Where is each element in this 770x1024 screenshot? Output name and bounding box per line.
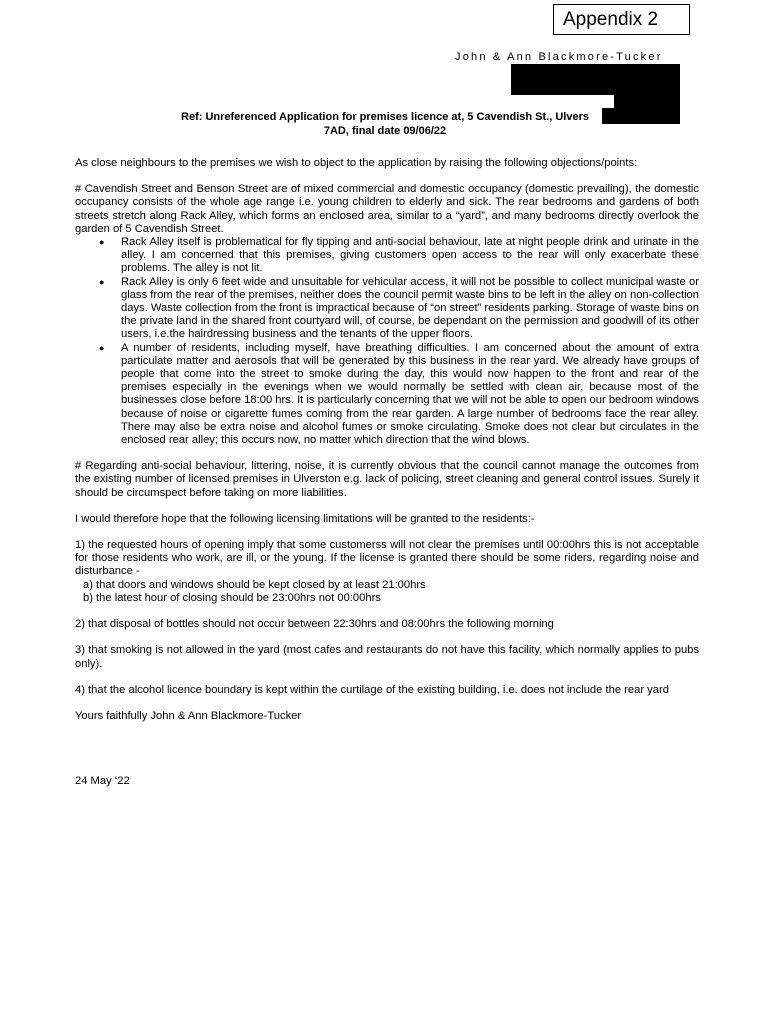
sender-name: John & Ann Blackmore-Tucker [455,51,663,63]
hope-paragraph: I would therefore hope that the following licensing limitations will be granted to the residents:- [75,512,535,525]
intro-paragraph: As close neighbours to the premises we wish to object to the application by raising the following objections/points: [75,157,638,169]
list-item [75,342,699,448]
reference-line-2: 7AD, final date 09/06/22 [323,125,447,137]
list-item [75,276,699,342]
list-item-text: Rack Alley itself is problematical for fly tipping and anti-social behaviour, late at night people drink and urinate in the alley. I am concerned that this premises, giving customers open access to the rear will only exacerbate these problems. The alley is not lit. [121,236,699,275]
list-item [75,236,699,276]
appendix-label: Appendix 2 [553,4,690,35]
letter-body [75,157,699,788]
list-item-text: Rack Alley is only 6 feet wide and unsuitable for vehicular access, it will not be possible to collect municipal waste or glass from the rear of the premises, neither does the council permit waste bins to be left in the alley on non-collection days. Waste collection from the front is impractical because of “on street” residents parking. Storage of waste bins on the private land in the shared front courtyard will, of course, be dependant on the permission and goodwill of its other users, i.e.the hairdressing business and the tenants of the upper floors. [121,275,699,341]
concerns-list [75,236,699,447]
reference-heading [76,110,694,138]
bullet-icon: ● [99,237,105,248]
reference-line-1: Ref: Unreferenced Application for premises licence at, 5 Cavendish St., Ulvers [181,111,589,123]
signoff: Yours faithfully John & Ann Blackmore-Tucker [75,709,302,722]
limitation-4: 4) that the alcohol licence boundary is kept within the curtilage of the existing building, i.e. does not include the rear yard [75,683,669,696]
limitation-3: 3) that smoking is not allowed in the yard (most cafes and restaurants do not have this facility, which normally applies to pubs only). [75,644,699,670]
limitation-1b: b) the latest hour of closing should be 23:00hrs not 00:00hrs [83,591,381,604]
limitation-1: 1) the requested hours of opening imply that some customerss will not clear the premises until 00:00hrs this is not acceptable for those residents who work, are ill, or the young. If the license is granted there should be some riders, regarding noise and disturbance - [75,539,699,578]
list-item-text: A number of residents, including myself, have breathing difficulties. I am concerned about the amount of extra particulate matter and aerosols that will be generated by this business in the rear yard. We already have groups of people that come into the street to smoke during the day, this would now happen to the front and rear of the premises especially in the evenings when we would normally be settled with clean air, because most of the businesses close before 18:00 hrs. It is particularly concerning that we will not be able to open our bedroom windows because of noise or cigarette fumes coming from the rear garden. A large number of bedrooms face the rear alley. There may also be extra noise and alcohol fumes or smoke circulating. Smoke does not clear but circulates in the enclosed rear alley; this occurs now, no matter which direction that the wind blows. [121,341,699,447]
letter-date: 24 May ‘22 [75,775,130,788]
bullet-icon: ● [99,276,105,287]
redacted-address-block [511,64,680,95]
limitation-1a: a) that doors and windows should be kept closed by at least 21:00hrs [83,578,426,591]
bullet-icon: ● [99,342,105,353]
point-antisocial: # Regarding anti-social behaviour, littering, noise, it is currently obvious that the council cannot manage the outcomes from the existing number of licensed premises in Ulverston e.g. lack of policing, street cleaning and general control issues. Surely it should be circumspect before taking on more liabilities. [75,460,699,499]
point-occupancy: # Cavendish Street and Benson Street are of mixed commercial and domestic occupancy (domestic prevailing), the domestic occupancy consists of the whole age range i.e. young children to elderly and sick. The rear bedrooms and gardens of both streets stretch along Rack Alley, which forms an enclosed area, similar to a “yard”, and many bedrooms directly overlook the garden of 5 Cavendish Street. [75,183,699,235]
limitation-2: 2) that disposal of bottles should not occur between 22:30hrs and 08:00hrs the following morning [75,618,554,631]
